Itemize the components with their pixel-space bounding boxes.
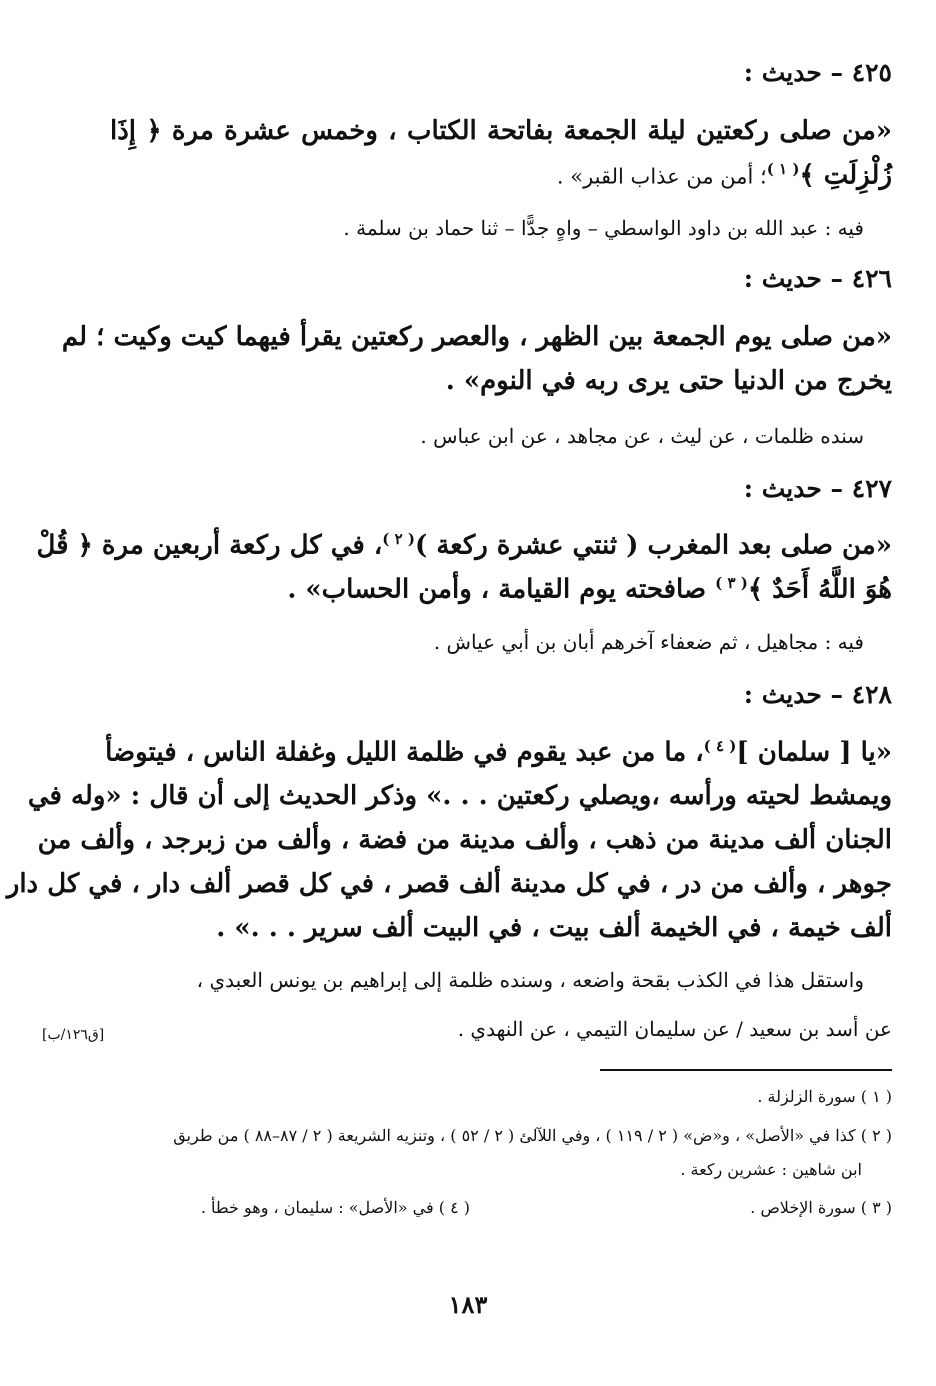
hadith-425-heading: ٤٢٥ – حديث :	[743, 58, 892, 87]
hadith-428-heading: ٤٢٨ – حديث :	[743, 680, 892, 709]
hadith-428-text-line-5: ألف خيمة ، في الخيمة ألف بيت ، في البيت ألف سرير . . .» .	[216, 913, 892, 943]
hadith-428-text-line-1	[105, 737, 892, 768]
hadith-427-text-line-1	[36, 530, 892, 561]
hadith-427-part-a: «من صلى بعد المغرب ( ثنتي عشرة ركعة )	[414, 530, 892, 561]
hadith-427-note: فيه : مجاهيل ، ثم ضعفاء آخرهم أبان بن أبي عياش .	[433, 630, 864, 654]
hadith-427-heading: ٤٢٧ – حديث :	[743, 474, 892, 503]
hadith-428-part-b: ، ما من عبد يقوم في ظلمة الليل وغفلة الناس ، فيتوضأ	[105, 737, 704, 768]
footnote-2-line-2: ابن شاهين : عشرين ركعة .	[680, 1160, 862, 1179]
footnote-ref-4: ( ٤ )	[703, 737, 737, 755]
manuscript-folio-marker: [ق١٢٦/ب]	[42, 1027, 105, 1043]
footnote-ref-3: ( ٣ )	[715, 574, 748, 592]
hadith-426-text-line-1: «من صلى يوم الجمعة بين الظهر ، والعصر ركعتين يقرأ فيهما كيت وكيت ؛ لم	[61, 322, 892, 352]
hadith-426-heading: ٤٢٦ – حديث :	[743, 264, 892, 293]
hadith-428-text-line-3: الجنان ألف مدينة من ذهب ، وألف مدينة من فضة ، وألف من زبرجد ، وألف من	[37, 825, 892, 855]
footnote-4: ( ٤ ) في «الأصل» : سليمان ، وهو خطأ .	[200, 1198, 470, 1217]
footnote-ref-1: ( ١ )	[766, 160, 800, 178]
footnote-2-line-1: ( ٢ ) كذا في «الأصل» ، و«ض» ( ٢ / ١١٩ ) ، وفي اللآلئ ( ٢ / ٥٢ ) ، وتنزيه الشريعة ( ٢ / ٨٧–٨٨ ) من طريق	[173, 1126, 892, 1145]
page-number: ١٨٣	[448, 1290, 488, 1319]
hadith-425-text-line-2	[110, 160, 892, 191]
hadith-426-note: سنده ظلمات ، عن ليث ، عن مجاهد ، عن ابن عباس .	[420, 424, 864, 448]
footnote-ref-2: ( ٢ )	[382, 530, 415, 548]
hadith-427-text-line-2	[110, 574, 892, 605]
hadith-428-note-line-1: واستقل هذا في الكذب بقحة واضعه ، وسنده ظلمة إلى إبراهيم بن يونس العبدي ،	[196, 968, 864, 992]
hadith-425-text-line-1: «من صلى ركعتين ليلة الجمعة بفاتحة الكتاب ، وخمس عشرة مرة ﴿ إِذَا	[110, 116, 892, 146]
hadith-425-note: فيه : عبد الله بن داود الواسطي – واهٍ جدًّا – ثنا حماد بن سلمة .	[343, 216, 864, 240]
quran-quote: زُلْزِلَتِ ﴾	[799, 160, 892, 191]
hadith-425-tail: ؛ أمن من عذاب القبر» .	[556, 164, 767, 189]
hadith-428-text-line-4: جوهر ، وألف من در ، في كل مدينة ألف قصر ، في كل قصر ألف دار ، في كل دار	[6, 869, 892, 899]
quran-quote: هُوَ اللَّهُ أَحَدٌ ﴾	[747, 574, 892, 605]
hadith-428-part-a: «يا [ سلمان ]	[736, 737, 892, 768]
hadith-427-tail: صافحته يوم القيامة ، وأمن الحساب» .	[287, 574, 716, 605]
hadith-428-text-line-2: ويمشط لحيته ورأسه ،ويصلي ركعتين . . .» وذكر الحديث إلى أن قال : «وله في	[27, 781, 892, 811]
footnote-separator	[600, 1069, 892, 1071]
hadith-426-text-line-2: يخرج من الدنيا حتى يرى ربه في النوم» .	[445, 366, 892, 396]
hadith-427-part-b: ، في كل ركعة أربعين مرة ﴿ قُلْ	[36, 530, 383, 561]
hadith-428-note-line-2: عن أسد بن سعيد / عن سليمان التيمي ، عن النهدي .	[457, 1017, 892, 1041]
footnote-3: ( ٣ ) سورة الإخلاص .	[750, 1198, 892, 1217]
footnote-1: ( ١ ) سورة الزلزلة .	[757, 1087, 892, 1106]
